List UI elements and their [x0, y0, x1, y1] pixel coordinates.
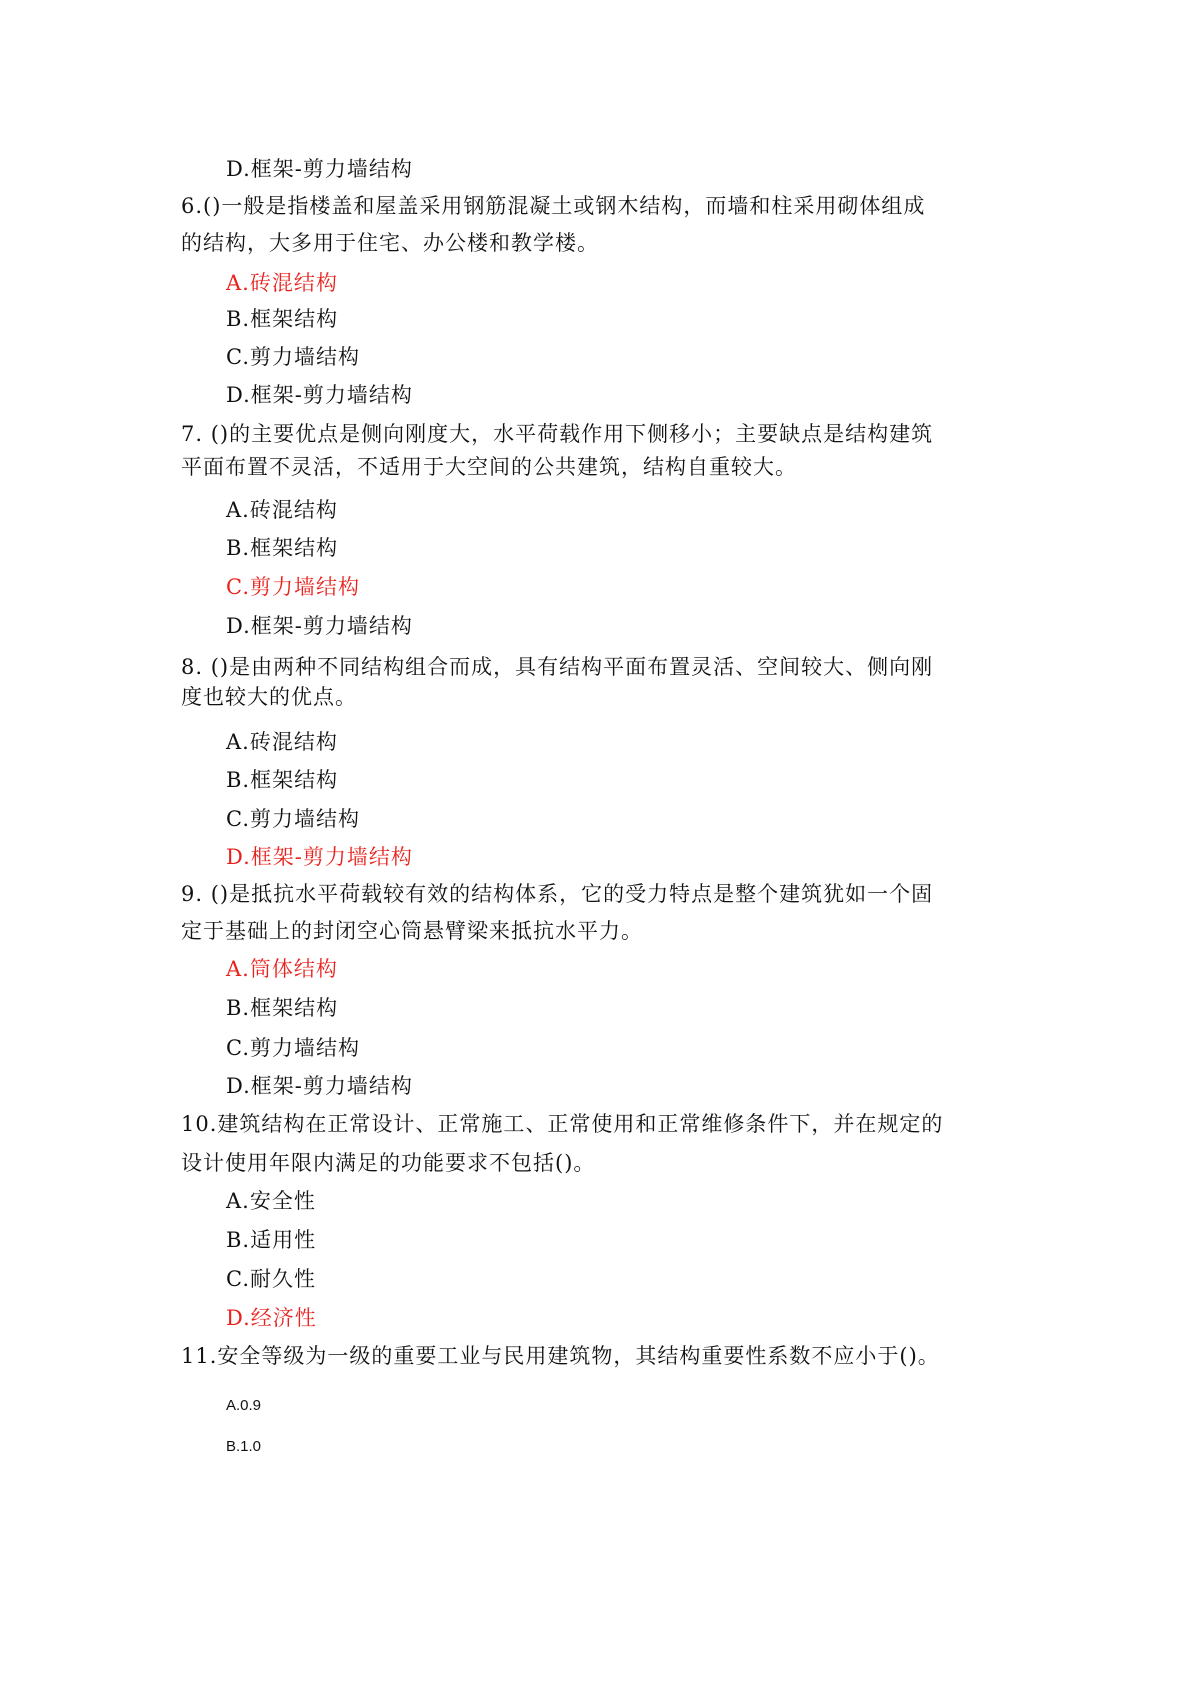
question-8-text: 8. ()是由两种不同结构组合而成，具有结构平面布置灵活、空间较大、侧向刚 — [181, 655, 934, 679]
question-11-text: 11.安全等级为一级的重要工业与民用建筑物，其结构重要性系数不应小于()。 — [181, 1344, 940, 1368]
question-10-text-cont: 设计使用年限内满足的功能要求不包括()。 — [181, 1151, 596, 1175]
option-line: B.框架结构 — [226, 536, 339, 560]
option-line-correct: A.筒体结构 — [226, 957, 338, 981]
question-8-text-cont: 度也较大的优点。 — [181, 685, 357, 709]
option-line: D.框架-剪力墙结构 — [226, 157, 413, 181]
option-line-correct: D.框架-剪力墙结构 — [226, 845, 413, 869]
option-line: B.1.0 — [226, 1438, 262, 1455]
option-line: C.剪力墙结构 — [226, 807, 360, 831]
option-line: A.砖混结构 — [226, 730, 338, 754]
option-line-correct: A.砖混结构 — [226, 271, 338, 295]
question-9-text-cont: 定于基础上的封闭空心筒悬臂梁来抵抗水平力。 — [181, 919, 643, 943]
option-line-correct: D.经济性 — [226, 1306, 317, 1330]
option-line: A.0.9 — [226, 1397, 262, 1414]
option-line: B.框架结构 — [226, 768, 339, 792]
question-10-text: 10.建筑结构在正常设计、正常施工、正常使用和正常维修条件下，并在规定的 — [181, 1112, 944, 1136]
option-line: B.框架结构 — [226, 307, 339, 331]
option-line: B.框架结构 — [226, 996, 339, 1020]
option-line: D.框架-剪力墙结构 — [226, 1074, 413, 1098]
option-line: C.耐久性 — [226, 1267, 316, 1291]
option-line: A.砖混结构 — [226, 498, 338, 522]
question-7-text-cont: 平面布置不灵活，不适用于大空间的公共建筑，结构自重较大。 — [181, 455, 797, 479]
option-line: A.安全性 — [226, 1189, 316, 1213]
question-6-text: 6.()一般是指楼盖和屋盖采用钢筋混凝土或钢木结构，而墙和柱采用砌体组成 — [181, 194, 926, 218]
question-7-text: 7. ()的主要优点是侧向刚度大，水平荷载作用下侧移小；主要缺点是结构建筑 — [181, 422, 934, 446]
option-line: B.适用性 — [226, 1228, 317, 1252]
option-line: C.剪力墙结构 — [226, 1036, 360, 1060]
question-6-text-cont: 的结构，大多用于住宅、办公楼和教学楼。 — [181, 231, 599, 255]
option-line: D.框架-剪力墙结构 — [226, 383, 413, 407]
option-line-correct: C.剪力墙结构 — [226, 575, 360, 599]
option-line: D.框架-剪力墙结构 — [226, 614, 413, 638]
option-line: C.剪力墙结构 — [226, 345, 360, 369]
question-9-text: 9. ()是抵抗水平荷载较有效的结构体系，它的受力特点是整个建筑犹如一个固 — [181, 882, 934, 906]
